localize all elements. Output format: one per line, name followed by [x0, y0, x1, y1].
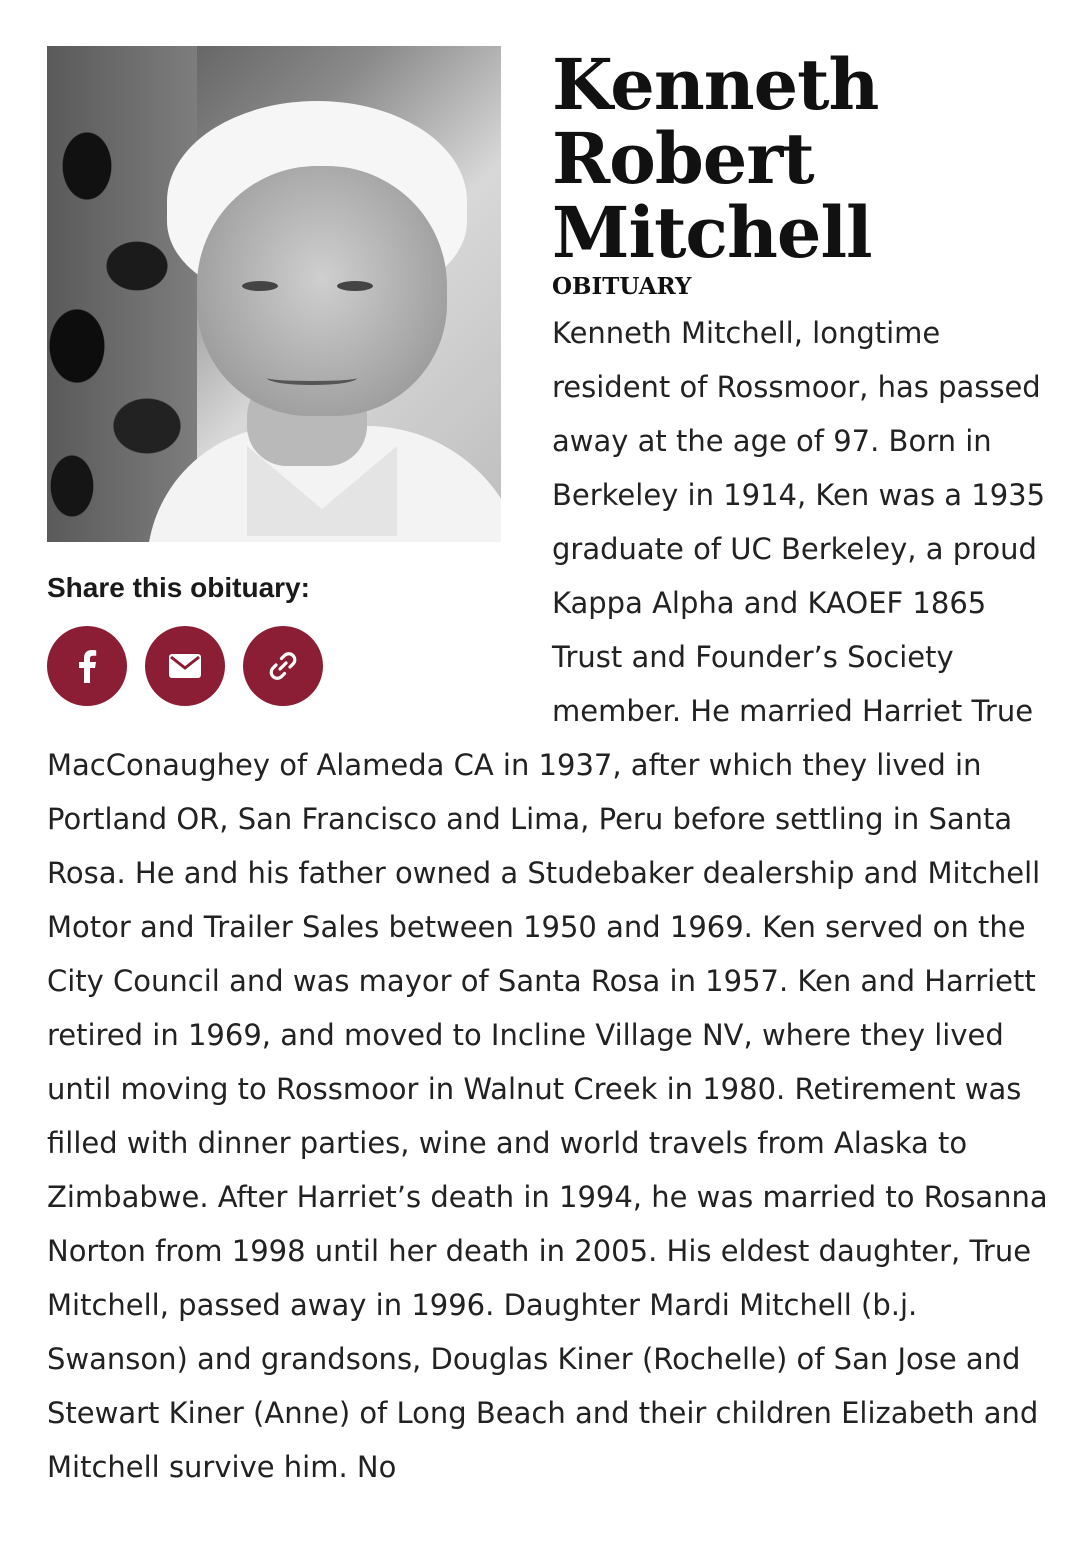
section-kicker: OBITUARY [552, 273, 692, 300]
obituary-body: Kenneth Mitchell, longtime resident of Rossmoor, has passed away at the age of 97. Born in Berkeley in 1914, Ken was a 1935 graduate of UC Berkeley, a proud Kappa Alpha and KAOEF 1865 Trust and Founder’s Society member. He married Harriet True MacConaughey of Alameda CA in 1937, after which they lived in Portland OR, San Francisco and Lima, Peru before settling in Santa Rosa. He and his father owned a Studebaker dealership and Mitchell Motor and Trailer Sales between 1950 and 1969. Ken served on the City Council and was mayor of Santa Rosa in 1957. Ken and Harriett retired in 1969, and moved to Incline Village NV, where they lived until moving to Rossmoor in Walnut Creek in 1980. Retirement was filled with dinner parties, wine and world travels from Alaska to Zimbabwe. After Harriet’s death in 1994, he was married to Rosanna Norton from 1998 until her death in 2005. His eldest daughter, True Mitchell, passed away in 1996. Daughter Mardi Mitchell (b.j. Swanson) and grandsons, Douglas Kiner (Rochelle) of San Jose and Stewart Kiner (Anne) of Long Beach and their children Elizabeth and Mitchell survive him. No [47, 316, 1048, 1484]
obituary-name: Kenneth Robert Mitchell [552, 43, 879, 274]
share-link-button[interactable] [243, 626, 323, 706]
left-column [47, 46, 501, 706]
share-buttons [47, 626, 501, 706]
share-facebook-button[interactable] [47, 626, 127, 706]
facebook-icon [72, 649, 102, 683]
link-icon [266, 649, 300, 683]
share-email-button[interactable] [145, 626, 225, 706]
share-label: Share this obituary: [47, 572, 310, 603]
email-icon [168, 653, 202, 679]
portrait-photo [47, 46, 501, 542]
